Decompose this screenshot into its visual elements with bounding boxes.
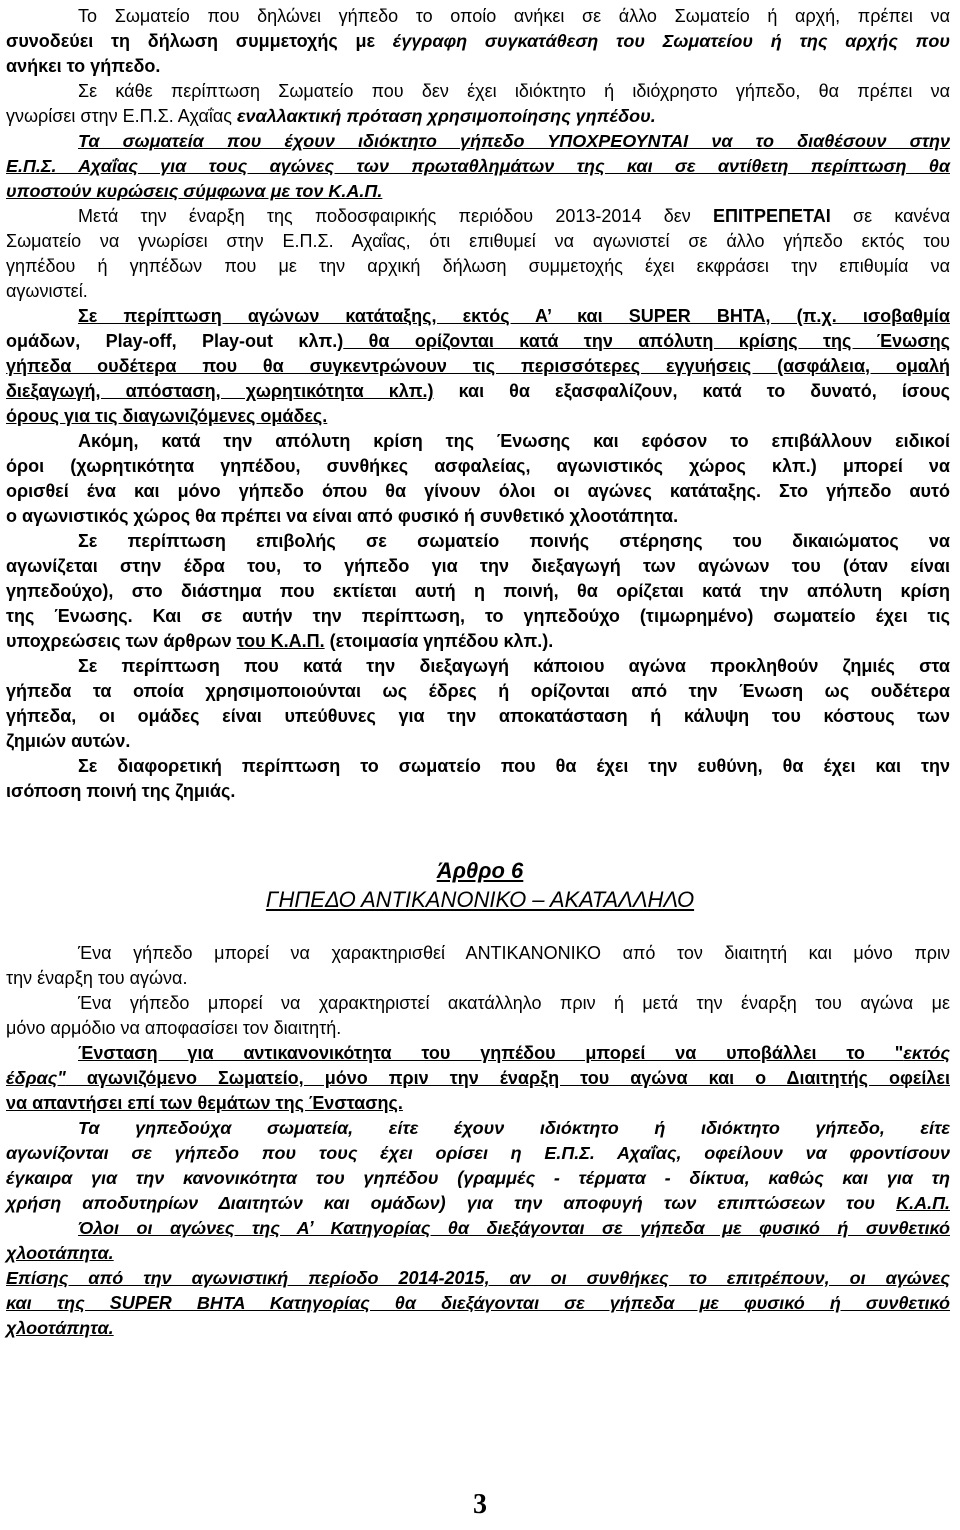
text-line: γηπεδούχο), στο διάστημα που εκτίεται αυτή η ποινή, θα ορίζεται κατά την απόλυτη κρίση	[6, 581, 950, 601]
text-run-underlined: θα ορίζονται κατά την απόλυτη κρίσης της Ένωσης	[343, 331, 951, 351]
text-line: Σε περίπτωση επιβολής σε σωματείο ποινής στέρησης του δικαιώματος να	[78, 531, 950, 551]
text-run: (ετοιμασία γηπέδου κλπ.).	[324, 631, 554, 651]
text-run: χρήση αποδυτηρίων	[6, 1193, 219, 1213]
text-line: έγκαιρα για την κανονικότητα του γηπέδου (γραμμές - τέρματα - δίκτυα, καθώς και για τη	[6, 1168, 950, 1188]
text-line: Ακόμη, κατά την απόλυτη κρίση της Ένωσης και εφόσον το επιβάλλουν ειδικοί	[78, 431, 950, 451]
text-line: χλοοτάπητα.	[6, 1318, 114, 1338]
text-line: μόνο αρμόδιο να αποφασίσει τον διαιτητή.	[6, 1018, 342, 1038]
paragraph-category-a-turf	[6, 1216, 950, 1266]
text-line	[6, 629, 950, 654]
paragraph-super-beta-turf	[6, 1266, 950, 1341]
text-run-underlined: του Κ.Α.Π.	[236, 631, 325, 651]
text-line: γηπέδου ή γηπέδων που με την αρχική δήλωση συμμετοχής έχει εκφράσει την επιθυμία να	[6, 256, 950, 276]
text-line: Σωματείο να γνωρίσει στην Ε.Π.Σ. Αχαΐας, ότι επιθυμεί να αγωνιστεί σε άλλο γήπεδο εκτός του	[6, 231, 950, 251]
text-line: Σε διαφορετική περίπτωση το σωματείο που θα έχει την ευθύνη, θα έχει και την	[78, 756, 950, 776]
text-line: Σε περίπτωση αγώνων κατάταξης, εκτός Α’ και SUPER ΒΗΤΑ, (π.χ. ισοβαθμία	[78, 306, 950, 326]
text-line: αγωνίζονται σε γήπεδο που τους έχει ορίσει η Ε.Π.Σ. Αχαΐας, οφείλουν να φροντίσουν	[6, 1143, 950, 1163]
text-line: χλοοτάπητα.	[6, 1243, 114, 1263]
text-run-emphasis: εναλλακτική πρόταση χρησιμοποίησης γηπέδου.	[236, 106, 656, 126]
article-subtitle: ΓΗΠΕΔΟ ΑΝΤΙΚΑΝΟΝΙΚΟ – ΑΚΑΤΑΛΛΗΛΟ	[265, 887, 695, 912]
text-line	[6, 379, 950, 404]
article-title: Άρθρο 6	[436, 858, 524, 883]
text-run: ομάδων, Play-off, Play-out κλπ.)	[6, 331, 344, 351]
text-line: υποστούν κυρώσεις σύμφωνα με τον Κ.Α.Π.	[6, 181, 383, 201]
paragraph-single-field	[6, 429, 950, 529]
text-line: ορισθεί ένα και μόνο γήπεδο όπου θα γίνουν όλοι οι αγώνες κατάταξης. Στο γήπεδο αυτό	[6, 481, 950, 501]
text-line: Ε.Π.Σ. Αχαΐας για τους αγώνες των πρωταθλημάτων της και σε αντίθετη περίπτωση θα	[6, 156, 950, 176]
text-line: να απαντήσει επί των θεμάτων της Ένστασης.	[6, 1093, 403, 1113]
text-run-underlined: διεξαγωγή, απόσταση, χωρητικότητα κλπ.)	[6, 381, 434, 401]
paragraph-alternative-field	[6, 79, 950, 129]
text-run: σε κανένα	[830, 206, 950, 226]
text-line: Τα σωματεία που έχουν ιδιόκτητο γήπεδο ΥΠΟΧΡΕΟΥΝΤΑΙ να το διαθέσουν στην	[78, 131, 950, 151]
paragraph-owner-consent	[6, 4, 950, 79]
paragraph-damages	[6, 654, 950, 754]
text-line: γήπεδα, οι ομάδες είναι υπεύθυνες για την αποκατάσταση ή κάλυψη του κόστους των	[6, 706, 950, 726]
text-line	[6, 204, 950, 229]
text-line: Σε περίπτωση που κατά την διεξαγωγή κάποιου αγώνα προκληθούν ζημιές στα	[78, 656, 950, 676]
text-run-underlined: Κ.Α.Π.	[896, 1193, 950, 1213]
text-line: την έναρξη του αγώνα.	[6, 968, 188, 988]
text-line	[6, 1191, 950, 1216]
text-run: αγωνιζόμενο Σωματείο, μόνο πριν την έναρξη του αγώνα και ο	[65, 1068, 787, 1088]
text-line: ισόποση ποινή της ζημιάς.	[6, 781, 236, 801]
paragraph-liability	[6, 754, 950, 804]
text-line	[6, 329, 950, 354]
paragraph-irregular-field	[6, 941, 950, 991]
text-line: ο αγωνιστικός χώρος θα πρέπει να είναι από φυσικό ή συνθετικό χλοοτάπητα.	[6, 506, 679, 526]
text-line: γήπεδα ουδέτερα που θα συγκεντρώνουν τις περισσότερες εγγυήσεις (ασφάλεια, ομαλή	[6, 356, 950, 376]
text-run-emphasis: έγγραφη συγκατάθεση του Σωματείου ή της αρχής που	[392, 31, 950, 51]
text-run-italic: έδρας"	[6, 1068, 66, 1088]
text-line: αγωνιστεί.	[6, 281, 88, 301]
text-run: και θα εξασφαλίζουν, κατά το δυνατό, ίσους	[433, 381, 950, 401]
text-line: Σε κάθε περίπτωση Σωματείο που δεν έχει ιδιόκτητο ή ιδιόχρηστο γήπεδο, θα πρέπει να	[78, 81, 950, 101]
paragraph-unsuitable-field	[6, 991, 950, 1041]
text-line: όροι (χωρητικότητα γηπέδου, συνθήκες ασφαλείας, αγωνιστικός χώρος κλπ.) μπορεί να	[6, 456, 950, 476]
text-run-italic: εκτός	[903, 1043, 950, 1063]
text-line: Τα γηπεδούχα σωματεία, είτε έχουν ιδιόκτητο ή ιδιόκτητο γήπεδο, είτε	[78, 1118, 950, 1138]
text-line: όρους για τις διαγωνιζόμενες ομάδες.	[6, 406, 328, 426]
paragraph-objection	[6, 1041, 950, 1116]
text-run: Διαιτητής οφείλει	[786, 1068, 950, 1088]
text-line	[6, 104, 950, 129]
text-run: συνοδεύει τη δήλωση συμμετοχής με	[6, 31, 393, 51]
text-line: Ένα γήπεδο μπορεί να χαρακτηρισθεί ΑΝΤΙΚΑΝΟΝΙΚΟ από τον διαιτητή και μόνο πριν	[78, 943, 950, 963]
text-line	[6, 1066, 950, 1091]
paragraph-ranking-matches	[6, 304, 950, 429]
text-line: γήπεδα τα οποία χρησιμοποιούνται ως έδρες ή ορίζονται από την Ένωση ως ουδέτερα	[6, 681, 950, 701]
text-run: Ένσταση για αντικανονικότητα του γηπέδου μπορεί να υποβάλλει το "	[78, 1043, 904, 1063]
text-run: Διαιτητών και ομάδων) για την αποφυγή των επιπτώσεων του	[218, 1193, 897, 1213]
paragraph-home-ban	[6, 529, 950, 654]
text-line: ανήκει το γήπεδο.	[6, 56, 161, 76]
text-line: της Ένωσης. Και σε αυτήν την περίπτωση, το γηπεδούχο (τιμωρημένο) σωματείο έχει τις	[6, 606, 950, 626]
text-line: Όλοι οι αγώνες της Α’ Κατηγορίας θα διεξάγονται σε γήπεδα με φυσικό ή συνθετικό	[78, 1218, 950, 1238]
text-line	[6, 29, 950, 54]
text-line: ζημιών αυτών.	[6, 731, 131, 751]
text-line: αγωνίζεται στην έδρα του, το γήπεδο για την διεξαγωγή των αγώνων του (όταν είναι	[6, 556, 950, 576]
paragraph-season-rule	[6, 204, 950, 304]
text-run: υποχρεώσεις των άρθρων	[6, 631, 237, 651]
text-line: και της SUPER ΒΗΤΑ Κατηγορίας θα διεξάγονται σε γήπεδα με φυσικό ή συνθετικό	[6, 1293, 950, 1313]
text-line: Ένα γήπεδο μπορεί να χαρακτηριστεί ακατάλληλο πριν ή μετά την έναρξη του αγώνα με	[78, 993, 950, 1013]
text-run-emphasis: ΕΠΙΤΡΕΠΕΤΑΙ	[713, 206, 831, 226]
paragraph-owned-fields-obligation	[6, 129, 950, 204]
text-run: Μετά την έναρξη της ποδοσφαιρικής περιόδου 2013-2014 δεν	[78, 206, 714, 226]
text-line: Το Σωματείο που δηλώνει γήπεδο το οποίο ανήκει σε άλλο Σωματείο ή αρχή, πρέπει να	[78, 6, 950, 26]
paragraph-home-obligations	[6, 1116, 950, 1216]
page-number: 3	[473, 1489, 487, 1520]
text-line	[6, 1041, 950, 1066]
text-run: γνωρίσει στην Ε.Π.Σ. Αχαΐας	[6, 106, 237, 126]
text-line: Επίσης από την αγωνιστική περίοδο 2014-2015, αν οι συνθήκες το επιτρέπουν, οι αγώνες	[6, 1268, 950, 1288]
